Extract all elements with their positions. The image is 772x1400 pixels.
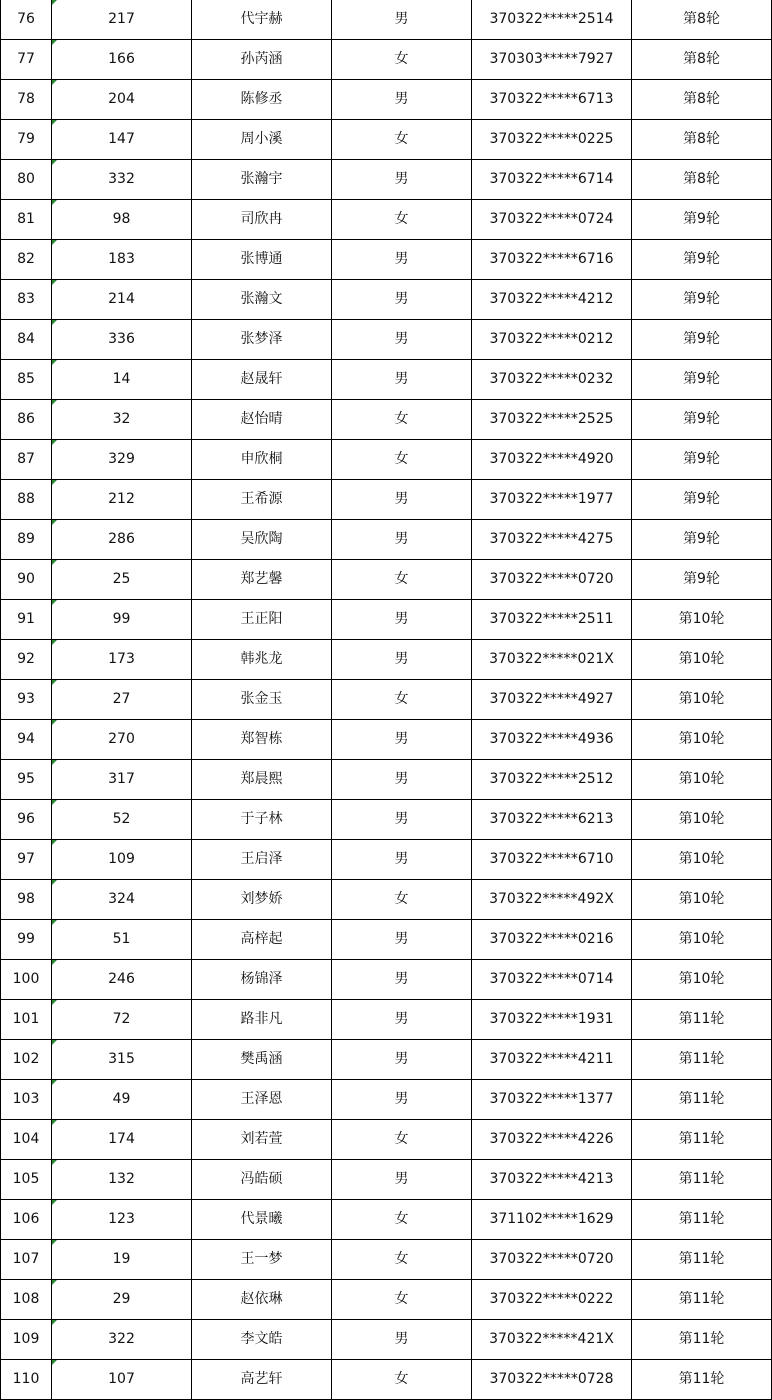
cell-round[interactable]: 第10轮 [632,640,772,680]
cell-round[interactable]: 第9轮 [632,520,772,560]
cell-student-name[interactable]: 陈修丞 [192,80,332,120]
cell-gender[interactable]: 女 [332,880,472,920]
cell-draw-number[interactable]: 99 [52,600,192,640]
cell-round[interactable]: 第9轮 [632,400,772,440]
cell-sequence-no[interactable]: 107 [1,1240,52,1280]
cell-sequence-no[interactable]: 97 [1,840,52,880]
cell-draw-number[interactable]: 32 [52,400,192,440]
cell-id-number[interactable]: 370322*****6716 [472,240,632,280]
cell-gender[interactable]: 女 [332,680,472,720]
cell-round[interactable]: 第10轮 [632,760,772,800]
cell-sequence-no[interactable]: 104 [1,1120,52,1160]
cell-student-name[interactable]: 冯皓硕 [192,1160,332,1200]
cell-sequence-no[interactable]: 100 [1,960,52,1000]
cell-gender[interactable]: 男 [332,600,472,640]
cell-id-number[interactable]: 370322*****6714 [472,160,632,200]
cell-round[interactable]: 第10轮 [632,680,772,720]
cell-id-number[interactable]: 370322*****021X [472,640,632,680]
cell-sequence-no[interactable]: 94 [1,720,52,760]
cell-draw-number[interactable]: 27 [52,680,192,720]
cell-gender[interactable]: 女 [332,200,472,240]
cell-student-name[interactable]: 司欣冉 [192,200,332,240]
cell-sequence-no[interactable]: 84 [1,320,52,360]
cell-draw-number[interactable]: 52 [52,800,192,840]
table-row [1,960,772,1000]
cell-student-name[interactable]: 郑艺馨 [192,560,332,600]
cell-student-name[interactable]: 王泽恩 [192,1080,332,1120]
table-row [1,1200,772,1240]
cell-gender[interactable]: 男 [332,1320,472,1360]
cell-sequence-no[interactable]: 80 [1,160,52,200]
cell-id-number[interactable]: 370303*****7927 [472,40,632,80]
cell-draw-number[interactable]: 51 [52,920,192,960]
cell-sequence-no[interactable]: 91 [1,600,52,640]
cell-id-number[interactable]: 370322*****6213 [472,800,632,840]
table-row [1,400,772,440]
cell-gender[interactable]: 男 [332,280,472,320]
cell-id-number[interactable]: 370322*****0724 [472,200,632,240]
cell-gender[interactable]: 男 [332,520,472,560]
cell-round[interactable]: 第10轮 [632,960,772,1000]
table-row [1,440,772,480]
cell-gender[interactable]: 女 [332,1240,472,1280]
cell-draw-number[interactable]: 322 [52,1320,192,1360]
cell-sequence-no[interactable]: 93 [1,680,52,720]
cell-draw-number[interactable]: 324 [52,880,192,920]
cell-student-name[interactable]: 王一梦 [192,1240,332,1280]
cell-id-number[interactable]: 370322*****0212 [472,320,632,360]
table-row [1,1320,772,1360]
cell-round[interactable]: 第9轮 [632,360,772,400]
cell-id-number[interactable]: 370322*****4936 [472,720,632,760]
cell-student-name[interactable]: 张瀚宇 [192,160,332,200]
table-row [1,520,772,560]
cell-gender[interactable]: 男 [332,720,472,760]
table-row [1,1120,772,1160]
cell-student-name[interactable]: 韩兆龙 [192,640,332,680]
cell-student-name[interactable]: 赵怡晴 [192,400,332,440]
table-row [1,680,772,720]
cell-draw-number[interactable]: 317 [52,760,192,800]
cell-gender[interactable]: 男 [332,1000,472,1040]
cell-gender[interactable]: 男 [332,480,472,520]
cell-draw-number[interactable]: 147 [52,120,192,160]
cell-draw-number[interactable]: 246 [52,960,192,1000]
cell-sequence-no[interactable]: 85 [1,360,52,400]
cell-draw-number[interactable]: 14 [52,360,192,400]
cell-sequence-no[interactable]: 102 [1,1040,52,1080]
cell-round[interactable]: 第10轮 [632,800,772,840]
table-row [1,920,772,960]
cell-sequence-no[interactable]: 96 [1,800,52,840]
cell-sequence-no[interactable]: 88 [1,480,52,520]
cell-id-number[interactable]: 370322*****2525 [472,400,632,440]
cell-round[interactable]: 第10轮 [632,920,772,960]
table-row [1,160,772,200]
cell-round[interactable]: 第10轮 [632,720,772,760]
cell-gender[interactable]: 女 [332,1280,472,1320]
cell-sequence-no[interactable]: 86 [1,400,52,440]
cell-sequence-no[interactable]: 103 [1,1080,52,1120]
cell-round[interactable]: 第8轮 [632,160,772,200]
cell-student-name[interactable]: 王希源 [192,480,332,520]
cell-gender[interactable]: 男 [332,0,472,40]
cell-round[interactable]: 第11轮 [632,1200,772,1240]
cell-sequence-no[interactable]: 92 [1,640,52,680]
cell-sequence-no[interactable]: 83 [1,280,52,320]
cell-draw-number[interactable]: 107 [52,1360,192,1400]
cell-gender[interactable]: 男 [332,760,472,800]
cell-round[interactable]: 第9轮 [632,320,772,360]
cell-student-name[interactable]: 王启泽 [192,840,332,880]
cell-round[interactable]: 第11轮 [632,1280,772,1320]
cell-sequence-no[interactable]: 77 [1,40,52,80]
cell-round[interactable]: 第9轮 [632,440,772,480]
cell-draw-number[interactable]: 109 [52,840,192,880]
cell-sequence-no[interactable]: 105 [1,1160,52,1200]
cell-draw-number[interactable]: 217 [52,0,192,40]
cell-id-number[interactable]: 370322*****2514 [472,0,632,40]
cell-id-number[interactable]: 370322*****4920 [472,440,632,480]
cell-gender[interactable]: 男 [332,800,472,840]
table-row [1,120,772,160]
cell-student-name[interactable]: 杨锦泽 [192,960,332,1000]
cell-round[interactable]: 第9轮 [632,480,772,520]
cell-gender[interactable]: 女 [332,400,472,440]
cell-sequence-no[interactable]: 101 [1,1000,52,1040]
cell-round[interactable]: 第11轮 [632,1040,772,1080]
cell-student-name[interactable]: 张金玉 [192,680,332,720]
cell-id-number[interactable]: 370322*****0225 [472,120,632,160]
cell-sequence-no[interactable]: 110 [1,1360,52,1400]
cell-gender[interactable]: 男 [332,1160,472,1200]
cell-draw-number[interactable]: 25 [52,560,192,600]
cell-id-number[interactable]: 371102*****1629 [472,1200,632,1240]
cell-sequence-no[interactable]: 95 [1,760,52,800]
cell-student-name[interactable]: 路非凡 [192,1000,332,1040]
cell-draw-number[interactable]: 286 [52,520,192,560]
table-row [1,1360,772,1400]
cell-id-number[interactable]: 370322*****0714 [472,960,632,1000]
cell-round[interactable]: 第9轮 [632,240,772,280]
cell-id-number[interactable]: 370322*****6710 [472,840,632,880]
table-row [1,1280,772,1320]
cell-student-name[interactable]: 刘梦娇 [192,880,332,920]
cell-draw-number[interactable]: 332 [52,160,192,200]
cell-student-name[interactable]: 张博通 [192,240,332,280]
table-row [1,1160,772,1200]
table-row [1,640,772,680]
cell-sequence-no[interactable]: 87 [1,440,52,480]
cell-id-number[interactable]: 370322*****2511 [472,600,632,640]
cell-id-number[interactable]: 370322*****1931 [472,1000,632,1040]
cell-round[interactable]: 第11轮 [632,1240,772,1280]
cell-draw-number[interactable]: 214 [52,280,192,320]
cell-id-number[interactable]: 370322*****1977 [472,480,632,520]
cell-gender[interactable]: 男 [332,1040,472,1080]
cell-student-name[interactable]: 周小溪 [192,120,332,160]
cell-sequence-no[interactable]: 98 [1,880,52,920]
cell-draw-number[interactable]: 72 [52,1000,192,1040]
cell-draw-number[interactable]: 212 [52,480,192,520]
cell-gender[interactable]: 女 [332,440,472,480]
cell-gender[interactable]: 男 [332,640,472,680]
cell-round[interactable]: 第8轮 [632,120,772,160]
cell-draw-number[interactable]: 29 [52,1280,192,1320]
table-row [1,760,772,800]
cell-student-name[interactable]: 张瀚文 [192,280,332,320]
cell-gender[interactable]: 男 [332,160,472,200]
cell-draw-number[interactable]: 336 [52,320,192,360]
cell-sequence-no[interactable]: 79 [1,120,52,160]
cell-id-number[interactable]: 370322*****0720 [472,1240,632,1280]
cell-round[interactable]: 第8轮 [632,0,772,40]
cell-round[interactable]: 第9轮 [632,280,772,320]
cell-id-number[interactable]: 370322*****492X [472,880,632,920]
cell-draw-number[interactable]: 132 [52,1160,192,1200]
cell-round[interactable]: 第10轮 [632,840,772,880]
cell-draw-number[interactable]: 173 [52,640,192,680]
table-row [1,880,772,920]
cell-draw-number[interactable]: 49 [52,1080,192,1120]
cell-gender[interactable]: 女 [332,1360,472,1400]
cell-gender[interactable]: 男 [332,960,472,1000]
table-row [1,200,772,240]
cell-gender[interactable]: 女 [332,560,472,600]
cell-id-number[interactable]: 370322*****0216 [472,920,632,960]
cell-id-number[interactable]: 370322*****0720 [472,560,632,600]
cell-sequence-no[interactable]: 81 [1,200,52,240]
cell-sequence-no[interactable]: 90 [1,560,52,600]
cell-gender[interactable]: 男 [332,920,472,960]
cell-id-number[interactable]: 370322*****4213 [472,1160,632,1200]
table-row [1,1000,772,1040]
table-row [1,0,772,40]
cell-id-number[interactable]: 370322*****2512 [472,760,632,800]
cell-student-name[interactable]: 于子林 [192,800,332,840]
cell-draw-number[interactable]: 123 [52,1200,192,1240]
cell-round[interactable]: 第11轮 [632,1120,772,1160]
cell-gender[interactable]: 男 [332,360,472,400]
cell-student-name[interactable]: 高艺轩 [192,1360,332,1400]
cell-round[interactable]: 第10轮 [632,880,772,920]
cell-round[interactable]: 第11轮 [632,1360,772,1400]
table-row [1,600,772,640]
cell-sequence-no[interactable]: 76 [1,0,52,40]
cell-id-number[interactable]: 370322*****6713 [472,80,632,120]
cell-id-number[interactable]: 370322*****421X [472,1320,632,1360]
cell-student-name[interactable]: 赵依琳 [192,1280,332,1320]
cell-id-number[interactable]: 370322*****4275 [472,520,632,560]
cell-draw-number[interactable]: 98 [52,200,192,240]
table-row [1,1040,772,1080]
cell-sequence-no[interactable]: 89 [1,520,52,560]
cell-student-name[interactable]: 代宇赫 [192,0,332,40]
cell-sequence-no[interactable]: 109 [1,1320,52,1360]
cell-student-name[interactable]: 张梦泽 [192,320,332,360]
cell-student-name[interactable]: 赵晟轩 [192,360,332,400]
cell-gender[interactable]: 女 [332,40,472,80]
cell-student-name[interactable]: 申欣桐 [192,440,332,480]
cell-sequence-no[interactable]: 108 [1,1280,52,1320]
table-row [1,1080,772,1120]
cell-draw-number[interactable]: 270 [52,720,192,760]
cell-student-name[interactable]: 郑智栋 [192,720,332,760]
cell-student-name[interactable]: 王正阳 [192,600,332,640]
cell-gender[interactable]: 男 [332,1080,472,1120]
cell-id-number[interactable]: 370322*****0222 [472,1280,632,1320]
cell-student-name[interactable]: 高梓起 [192,920,332,960]
cell-student-name[interactable]: 代景曦 [192,1200,332,1240]
cell-id-number[interactable]: 370322*****1377 [472,1080,632,1120]
cell-gender[interactable]: 男 [332,840,472,880]
cell-round[interactable]: 第9轮 [632,560,772,600]
cell-gender[interactable]: 男 [332,80,472,120]
roster-body [1,0,772,1400]
cell-round[interactable]: 第11轮 [632,1320,772,1360]
cell-sequence-no[interactable]: 82 [1,240,52,280]
cell-round[interactable]: 第11轮 [632,1080,772,1120]
cell-draw-number[interactable]: 166 [52,40,192,80]
cell-draw-number[interactable]: 204 [52,80,192,120]
table-row [1,320,772,360]
cell-draw-number[interactable]: 183 [52,240,192,280]
cell-student-name[interactable]: 郑晨熙 [192,760,332,800]
cell-round[interactable]: 第11轮 [632,1000,772,1040]
cell-id-number[interactable]: 370322*****0232 [472,360,632,400]
cell-sequence-no[interactable]: 106 [1,1200,52,1240]
cell-gender[interactable]: 女 [332,120,472,160]
cell-student-name[interactable]: 刘若萱 [192,1120,332,1160]
cell-id-number[interactable]: 370322*****4226 [472,1120,632,1160]
cell-student-name[interactable]: 吴欣陶 [192,520,332,560]
cell-gender[interactable]: 女 [332,1200,472,1240]
table-row [1,280,772,320]
cell-round[interactable]: 第9轮 [632,200,772,240]
cell-id-number[interactable]: 370322*****4211 [472,1040,632,1080]
cell-id-number[interactable]: 370322*****4927 [472,680,632,720]
cell-id-number[interactable]: 370322*****0728 [472,1360,632,1400]
table-row [1,40,772,80]
cell-gender[interactable]: 男 [332,240,472,280]
cell-round[interactable]: 第8轮 [632,80,772,120]
table-row [1,840,772,880]
table-row [1,360,772,400]
table-row [1,80,772,120]
cell-sequence-no[interactable]: 99 [1,920,52,960]
table-row [1,720,772,760]
table-row [1,560,772,600]
table-row [1,1240,772,1280]
cell-student-name[interactable]: 樊禹涵 [192,1040,332,1080]
cell-round[interactable]: 第11轮 [632,1160,772,1200]
table-row [1,800,772,840]
cell-student-name[interactable]: 孙芮涵 [192,40,332,80]
cell-sequence-no[interactable]: 78 [1,80,52,120]
cell-draw-number[interactable]: 329 [52,440,192,480]
cell-id-number[interactable]: 370322*****4212 [472,280,632,320]
cell-draw-number[interactable]: 315 [52,1040,192,1080]
table-row [1,240,772,280]
cell-gender[interactable]: 女 [332,1120,472,1160]
cell-draw-number[interactable]: 174 [52,1120,192,1160]
cell-student-name[interactable]: 李文皓 [192,1320,332,1360]
cell-round[interactable]: 第8轮 [632,40,772,80]
cell-gender[interactable]: 男 [332,320,472,360]
cell-round[interactable]: 第10轮 [632,600,772,640]
table-row [1,480,772,520]
cell-draw-number[interactable]: 19 [52,1240,192,1280]
